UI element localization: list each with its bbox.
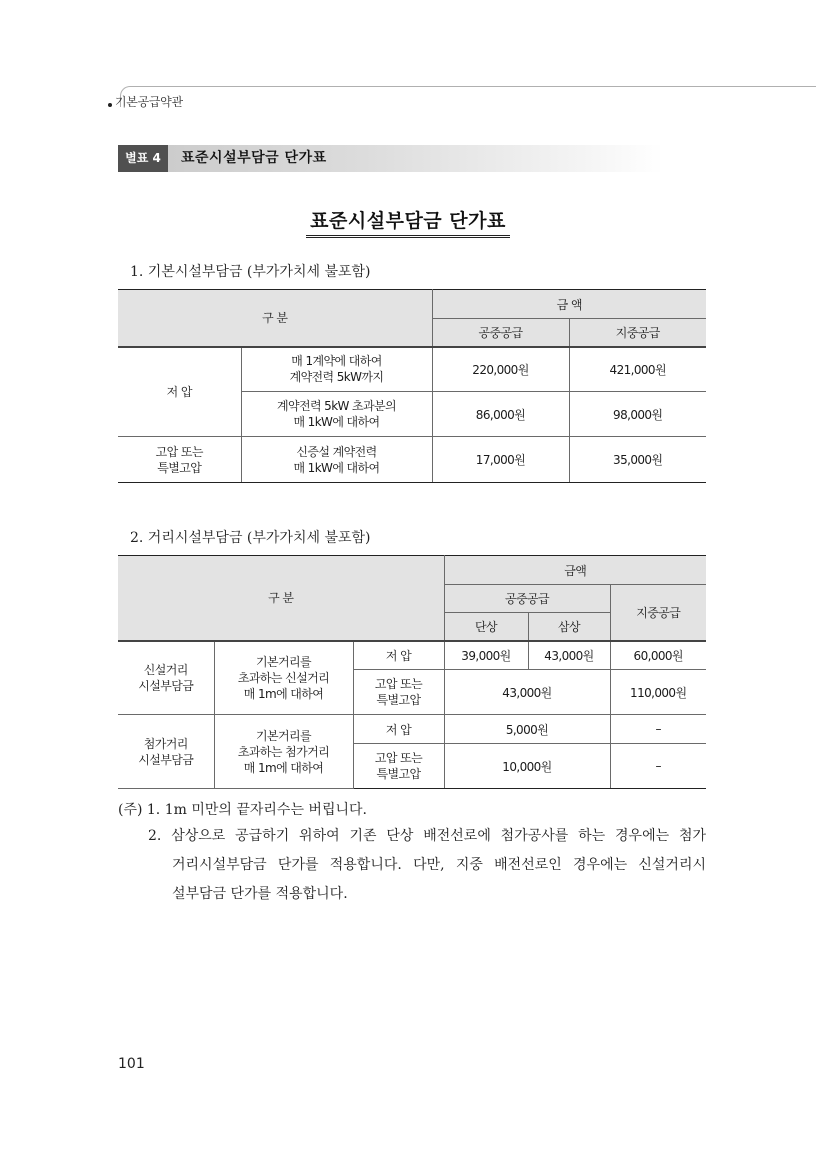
note-2-line-1: 2. 삼상으로 공급하기 위하여 기존 단상 배전선로에 첨가공사를 하는 경우에는 첨가 <box>148 828 706 844</box>
col-three-phase: 삼상 <box>528 613 610 641</box>
basic-facility-charge-table <box>118 289 706 483</box>
col-underground: 지중공급 <box>610 585 706 641</box>
group-line: 첨가거리 <box>143 736 188 751</box>
note-2-line-2: 거리시설부담금 단가를 적용합니다. 다만, 지중 배전선로인 경우에는 신설거리시 <box>172 857 706 873</box>
voltage-high <box>353 744 444 789</box>
amount-underground: 98,000원 <box>569 392 706 437</box>
condition-line: 매 1kW에 대하여 <box>293 415 380 429</box>
voltage-low: 저 압 <box>353 641 444 670</box>
condition-line: 계약전력 5kW까지 <box>289 370 384 385</box>
row-group-high-voltage <box>118 437 241 483</box>
appendix-tag: 별표 4 <box>118 145 168 172</box>
page-number: 101 <box>118 1056 145 1072</box>
amount-underground: 421,000원 <box>569 347 706 392</box>
voltage-line: 고압 또는 <box>374 677 423 691</box>
condition-cell <box>241 437 432 483</box>
distance-facility-charge-table <box>118 555 706 789</box>
condition-line: 초과하는 신설거리 <box>237 670 330 685</box>
col-division: 구 분 <box>118 556 444 641</box>
voltage-high <box>353 670 444 715</box>
condition-line: 기본거리를 <box>256 728 311 743</box>
header-bullet-icon <box>108 103 112 107</box>
document-title-text: 표준시설부담금 단가표 <box>306 206 510 238</box>
amount-overhead: 5,000원 <box>444 715 610 744</box>
appendix-banner <box>118 145 663 172</box>
col-single-phase: 단상 <box>444 613 528 641</box>
condition-cell <box>241 347 432 392</box>
voltage-line: 고압 또는 <box>374 751 423 765</box>
col-amount: 금 액 <box>432 290 706 319</box>
amount-overhead: 220,000원 <box>432 347 569 392</box>
condition-line: 신증설 계약전력 <box>296 444 377 459</box>
condition-line: 계약전력 5kW 초과분의 <box>276 399 396 413</box>
row-group-added-distance <box>118 715 214 789</box>
appendix-title: 표준시설부담금 단가표 <box>181 150 327 166</box>
section2-heading: 2. 거리시설부담금 (부가가치세 불포함) <box>130 530 371 546</box>
amount-overhead: 43,000원 <box>444 670 610 715</box>
amount-overhead: 86,000원 <box>432 392 569 437</box>
amount-overhead: 17,000원 <box>432 437 569 483</box>
amount-overhead: 10,000원 <box>444 744 610 789</box>
group-line: 특별고압 <box>157 460 202 475</box>
running-header-title: 기본공급약관 <box>115 95 183 109</box>
section1-heading: 1. 기본시설부담금 (부가가치세 불포함) <box>130 264 371 280</box>
note-2-line-3: 설부담금 단가를 적용합니다. <box>172 886 348 902</box>
col-overhead: 공중공급 <box>444 585 610 613</box>
condition-cell <box>241 392 432 437</box>
condition-line: 매 1kW에 대하여 <box>293 460 380 475</box>
group-line: 시설부담금 <box>138 678 194 693</box>
condition-line: 초과하는 첨가거리 <box>237 744 330 759</box>
col-overhead: 공중공급 <box>432 319 569 347</box>
condition-cell <box>214 641 353 715</box>
amount-underground: – <box>610 744 706 789</box>
amount-three-phase: 43,000원 <box>528 641 610 670</box>
condition-line: 매 1계약에 대하여 <box>291 354 382 369</box>
col-amount: 금액 <box>444 556 706 585</box>
amount-single-phase: 39,000원 <box>444 641 528 670</box>
voltage-low: 저 압 <box>353 715 444 744</box>
row-group-new-distance <box>118 641 214 715</box>
group-line: 시설부담금 <box>138 752 194 767</box>
row-group-low-voltage: 저 압 <box>118 347 241 437</box>
condition-cell <box>214 715 353 789</box>
voltage-line: 특별고압 <box>376 693 421 707</box>
group-line: 고압 또는 <box>155 444 203 459</box>
amount-underground: 60,000원 <box>610 641 706 670</box>
amount-underground: 35,000원 <box>569 437 706 483</box>
condition-line: 매 1m에 대하여 <box>243 686 324 701</box>
col-underground: 지중공급 <box>569 319 706 347</box>
header-rule <box>120 86 816 107</box>
condition-line: 기본거리를 <box>256 654 311 669</box>
col-division: 구 분 <box>118 290 432 347</box>
condition-line: 매 1m에 대하여 <box>243 760 324 775</box>
amount-underground: – <box>610 715 706 744</box>
voltage-line: 특별고압 <box>376 767 421 781</box>
note-1: (주) 1. 1m 미만의 끝자리수는 버립니다. <box>118 802 367 818</box>
amount-underground: 110,000원 <box>610 670 706 715</box>
document-title <box>0 206 816 238</box>
group-line: 신설거리 <box>143 662 188 677</box>
